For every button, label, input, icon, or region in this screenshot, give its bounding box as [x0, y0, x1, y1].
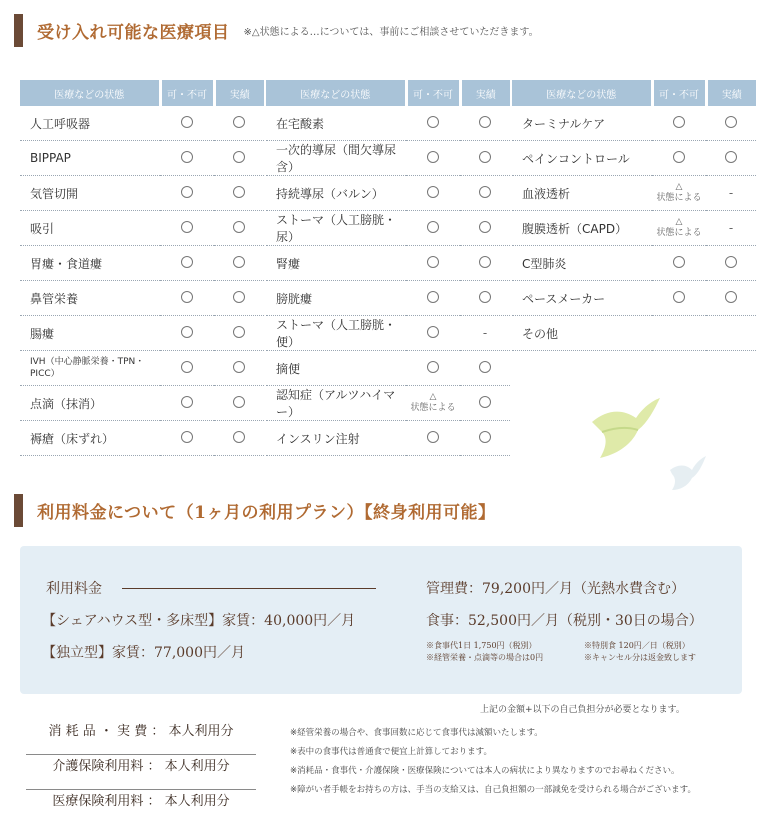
possible-cell: [160, 351, 214, 386]
record-cell: [706, 316, 756, 351]
footnote: ※消耗品・食事代・介護保険・医療保険については本人の病状により異なりますのでお尋ねください。: [290, 766, 680, 776]
section-heading-pricing: [14, 494, 496, 527]
possible-cell: [406, 351, 460, 386]
possible-cell: [652, 246, 706, 281]
circle-mark: [427, 256, 439, 268]
circle-mark: [181, 326, 193, 338]
circle-mark: [427, 431, 439, 443]
record-cell: [214, 316, 264, 351]
header-possible: 可・不可: [652, 80, 706, 106]
condition-name: 腸瘻: [20, 316, 160, 351]
circle-mark: [725, 116, 737, 128]
circle-mark: [479, 116, 491, 128]
circle-mark: [479, 151, 491, 163]
record-cell: [460, 281, 510, 316]
circle-mark: [233, 291, 245, 303]
condition-name: IVH（中心静脈栄養・TPN・PICC）: [20, 351, 160, 386]
table-row: [266, 141, 510, 176]
record-cell: [706, 246, 756, 281]
table-row: [20, 421, 264, 456]
price-label: 利用料金: [46, 581, 102, 597]
record-cell: [706, 141, 756, 176]
possible-cell: [160, 141, 214, 176]
circle-mark: [479, 361, 491, 373]
meal-footnote-2: ※特別食 120円／日（税別）: [584, 641, 690, 650]
condition-name: 鼻管栄養: [20, 281, 160, 316]
table-row: [512, 316, 756, 351]
possible-cell: [160, 176, 214, 211]
possible-cell: [406, 421, 460, 456]
table-row: [512, 211, 756, 246]
circle-mark: [233, 116, 245, 128]
record-cell: [214, 351, 264, 386]
share-house-rent: 【シェアハウス型・多床型】家賃：40,000円／月: [42, 613, 356, 629]
circle-mark: [427, 291, 439, 303]
possible-cell: [406, 316, 460, 351]
table-row: [266, 106, 510, 141]
possible-cell: △ 状態による: [406, 386, 460, 421]
possible-cell: [406, 106, 460, 141]
condition-name: 気管切開: [20, 176, 160, 211]
circle-mark: [673, 291, 685, 303]
meal-footnote-4: ※キャンセル分は返金致します: [584, 653, 696, 662]
record-cell: [214, 141, 264, 176]
circle-mark: [181, 256, 193, 268]
record-cell: [214, 246, 264, 281]
condition-name: ペインコントロール: [512, 141, 652, 176]
condition-name: 持続導尿（バルン）: [266, 176, 406, 211]
record-cell: [706, 281, 756, 316]
record-cell: [214, 421, 264, 456]
table-row: [20, 351, 264, 386]
additional-note: 上記の金額+以下の自己負担分が必要となります。: [480, 705, 685, 715]
self-pay-fee-list: [26, 720, 256, 824]
section-heading-medical: [14, 14, 539, 47]
circle-mark: [479, 186, 491, 198]
footnote: ※障がい者手帳をお持ちの方は、手当の支給又は、自己負担額の一部減免を受けられる場合がございます。: [290, 785, 696, 795]
circle-mark: [673, 151, 685, 163]
condition-name: ペースメーカー: [512, 281, 652, 316]
condition-name: 血液透析: [512, 176, 652, 211]
circle-mark: [233, 221, 245, 233]
condition-name: 腎瘻: [266, 246, 406, 281]
circle-mark: [181, 151, 193, 163]
condition-name: 認知症（アルツハイマー）: [266, 386, 406, 421]
section-note: ※△状態による…については、事前にご相談させていただきます。: [243, 27, 539, 38]
bird-illustration-large: [588, 392, 662, 462]
circle-mark: [479, 291, 491, 303]
table-row: [20, 106, 264, 141]
table-row: [266, 246, 510, 281]
possible-cell: [160, 421, 214, 456]
condition-name: ストーマ（人工膀胱・便）: [266, 316, 406, 351]
record-cell: [460, 141, 510, 176]
header-record: 実績: [214, 80, 264, 106]
meal-footnote-1: ※食事代1日 1,750円（税別）: [426, 641, 537, 650]
heading-accent-bar: [14, 14, 23, 47]
circle-mark: [427, 186, 439, 198]
circle-mark: [427, 361, 439, 373]
circle-mark: [181, 431, 193, 443]
table-row: [512, 281, 756, 316]
record-cell: -: [460, 316, 510, 351]
circle-mark: [479, 431, 491, 443]
table-row: [20, 386, 264, 421]
record-cell: [460, 386, 510, 421]
header-possible: 可・不可: [406, 80, 460, 106]
circle-mark: [233, 151, 245, 163]
management-fee: 管理費：79,200円／月（光熱水費含む）: [426, 581, 685, 597]
record-cell: [460, 351, 510, 386]
circle-mark: [427, 326, 439, 338]
table-row: [512, 141, 756, 176]
circle-mark: [181, 361, 193, 373]
header-condition: 医療などの状態: [266, 80, 406, 106]
footnotes: [290, 724, 696, 800]
table-row: [20, 281, 264, 316]
possible-cell: [652, 106, 706, 141]
footnote: ※経管栄養の場合や、食事回数に応じて食事代は減額いたします。: [290, 728, 543, 738]
table-row: [266, 316, 510, 351]
record-cell: [214, 176, 264, 211]
condition-name: ストーマ（人工膀胱・尿）: [266, 211, 406, 246]
footnote: ※表中の食事代は普通食で便宜上計算しております。: [290, 747, 492, 757]
condition-name: BIPPAP: [20, 141, 160, 176]
fee-consumables: 消 耗 品 ・ 実 費 ： 本人利用分: [26, 720, 256, 755]
condition-name: 一次的導尿（間欠導尿含）: [266, 141, 406, 176]
record-cell: [460, 106, 510, 141]
possible-cell: [160, 106, 214, 141]
circle-mark: [181, 221, 193, 233]
medical-table-3: [512, 80, 756, 351]
possible-cell: [652, 281, 706, 316]
possible-cell: [406, 176, 460, 211]
circle-mark: [673, 256, 685, 268]
possible-cell: [406, 246, 460, 281]
circle-mark: [479, 396, 491, 408]
table-row: [512, 246, 756, 281]
possible-cell: [160, 211, 214, 246]
bird-illustration-small: [668, 452, 708, 492]
header-record: 実績: [706, 80, 756, 106]
circle-mark: [233, 431, 245, 443]
record-cell: [460, 211, 510, 246]
table-row: [266, 211, 510, 246]
heading-accent-bar: [14, 494, 23, 527]
pricing-title: 利用料金について（1ヶ月の利用プラン）【終身利用可能】: [37, 503, 496, 523]
circle-mark: [479, 256, 491, 268]
header-possible: 可・不可: [160, 80, 214, 106]
condition-name: 点滴（抹消）: [20, 386, 160, 421]
table-row: [512, 176, 756, 211]
possible-cell: [406, 281, 460, 316]
table-row: [20, 211, 264, 246]
circle-mark: [181, 396, 193, 408]
circle-mark: [725, 151, 737, 163]
table-row: [20, 176, 264, 211]
circle-mark: [233, 396, 245, 408]
possible-cell: △ 状態による: [652, 176, 706, 211]
medical-table-2: [266, 80, 510, 456]
table-row: [20, 141, 264, 176]
circle-mark: [479, 221, 491, 233]
possible-cell: [406, 211, 460, 246]
possible-cell: △ 状態による: [652, 211, 706, 246]
possible-cell: [160, 316, 214, 351]
circle-mark: [427, 221, 439, 233]
record-cell: [706, 106, 756, 141]
possible-cell: [160, 246, 214, 281]
possible-cell: [406, 141, 460, 176]
record-cell: [460, 176, 510, 211]
record-cell: -: [706, 211, 756, 246]
record-cell: [214, 106, 264, 141]
private-rent: 【独立型】家賃：77,000円／月: [42, 645, 245, 661]
possible-cell: [652, 141, 706, 176]
condition-name: C型肺炎: [512, 246, 652, 281]
record-cell: -: [706, 176, 756, 211]
circle-mark: [673, 116, 685, 128]
table-row: [20, 246, 264, 281]
record-cell: [460, 421, 510, 456]
condition-name: 人工呼吸器: [20, 106, 160, 141]
table-row: [266, 281, 510, 316]
fee-medical-insurance: 医療保険利用料 ： 本人利用分: [52, 794, 230, 809]
circle-mark: [427, 151, 439, 163]
table-row: [512, 106, 756, 141]
meal-footnote-3: ※経管栄養・点滴等の場合は0円: [426, 653, 544, 662]
condition-name: 腹膜透析（CAPD）: [512, 211, 652, 246]
condition-name: インスリン注射: [266, 421, 406, 456]
circle-mark: [181, 186, 193, 198]
meal-fee: 食事：52,500円／月（税別・30日の場合）: [426, 613, 703, 629]
circle-mark: [233, 186, 245, 198]
circle-mark: [181, 291, 193, 303]
table-row: [20, 316, 264, 351]
circle-mark: [233, 361, 245, 373]
price-label-rule: [122, 588, 376, 589]
record-cell: [214, 281, 264, 316]
medical-table-1: [20, 80, 264, 456]
condition-name: 膀胱瘻: [266, 281, 406, 316]
table-row: [266, 421, 510, 456]
pricing-box: [20, 546, 742, 694]
record-cell: [214, 386, 264, 421]
circle-mark: [725, 291, 737, 303]
record-cell: [214, 211, 264, 246]
table-row: [266, 386, 510, 421]
circle-mark: [427, 116, 439, 128]
possible-cell: [160, 386, 214, 421]
circle-mark: [233, 326, 245, 338]
header-record: 実績: [460, 80, 510, 106]
circle-mark: [233, 256, 245, 268]
condition-name: 在宅酸素: [266, 106, 406, 141]
fee-care-insurance: 介護保険利用料 ： 本人利用分: [26, 755, 256, 790]
header-condition: 医療などの状態: [20, 80, 160, 106]
record-cell: [460, 246, 510, 281]
table-row: [266, 176, 510, 211]
condition-name: ターミナルケア: [512, 106, 652, 141]
section-title: 受け入れ可能な医療項目: [37, 23, 230, 43]
condition-name: 吸引: [20, 211, 160, 246]
circle-mark: [181, 116, 193, 128]
circle-mark: [725, 256, 737, 268]
condition-name: その他: [512, 316, 652, 351]
condition-name: 胃瘻・食道瘻: [20, 246, 160, 281]
table-row: [266, 351, 510, 386]
possible-cell: [652, 316, 706, 351]
header-condition: 医療などの状態: [512, 80, 652, 106]
condition-name: 摘便: [266, 351, 406, 386]
condition-name: 褥瘡（床ずれ）: [20, 421, 160, 456]
possible-cell: [160, 281, 214, 316]
